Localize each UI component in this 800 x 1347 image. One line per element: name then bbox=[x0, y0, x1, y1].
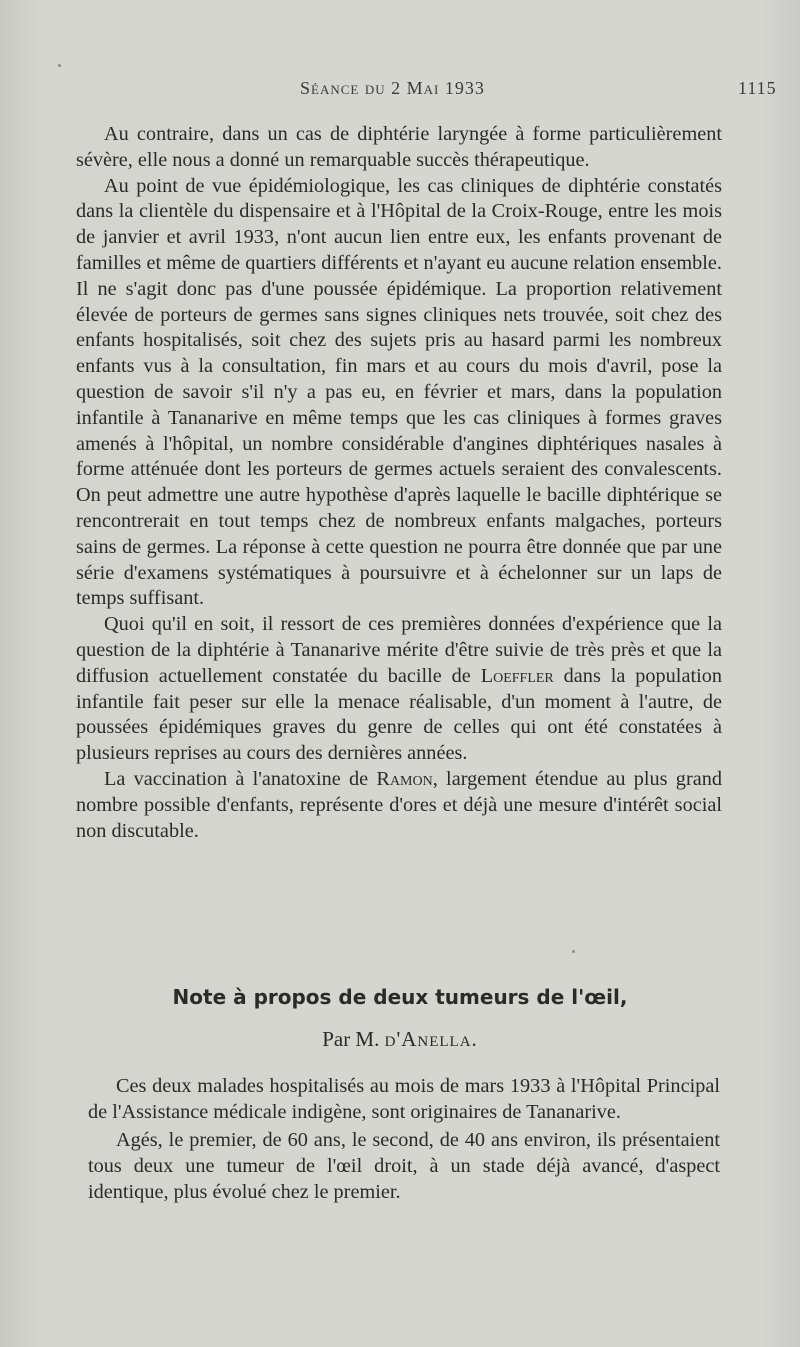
running-title: Séance du 2 Mai 1933 bbox=[300, 78, 485, 98]
body-paragraph-4 bbox=[76, 767, 722, 844]
note-body bbox=[88, 1073, 720, 1205]
body-paragraph-2: Au point de vue épidémiologique, les cas cliniques de diphtérie constatés dans la clientèle du dispensaire et à l'Hôpital de la Croix-Rouge, entre les mois de janvier et avril 1933, n'ont aucun lien entre eux, les enfants provenant de familles et même de quartiers différents et n'ayant eu aucune relation ensemble. Il ne s'agit donc pas d'une poussée épidémique. La proportion relativement élevée de porteurs de germes sans signes cliniques nets trouvée, soit chez des enfants hospitalisés, soit chez des sujets pris au hasard parmi les nombreux enfants vus à la consultation, fin mars et au cours du mois d'avril, pose la question de savoir s'il n'y a pas eu, en février et mars, dans la population infantile à Tananarive en même temps que les cas cliniques à formes graves amenés à l'hôpital, un nombre considérable d'angines diphtériques nasales à forme atténuée dont les porteurs de germes actuels seraient des convalescents. On peut admettre une autre hypothèse d'après laquelle le bacille diphtérique se rencontrerait en tout temps chez de nombreux enfants malgaches, porteurs sains de germes. La réponse à cette question ne pourra être donnée que par une série d'examens systématiques à poursuivre et à échelonner sur un laps de temps suffisant. bbox=[76, 174, 722, 610]
note-author bbox=[0, 1027, 800, 1052]
paragraph-text: dans la population infantile fait peser sur elle la menace réalisable, d'un moment à l'autre, de poussées épidémiques graves du genre de celles qui ont été constatées à plusieurs reprises au cours des dernières années. bbox=[76, 664, 722, 765]
paragraph-text: La vaccination à l'anatoxine de bbox=[104, 767, 377, 790]
paragraph-text: , largement étendue au plus grand nombre possible d'enfants, représente d'ores et déjà une mesure d'intérêt social non discutable. bbox=[76, 767, 722, 842]
author-name-ramon: Ramon bbox=[376, 767, 433, 790]
author-name: d'Anella. bbox=[384, 1027, 478, 1051]
scan-speck bbox=[572, 950, 575, 953]
paragraph-text: Quoi qu'il en soit, il ressort de ces premières données d'expérience que la question de la diphtérie à Tananarive mérite d'être suivie de très près et que la diffusion actuellement constatée du bacille de bbox=[76, 613, 722, 687]
author-name-loeffler: Loeffler bbox=[480, 664, 554, 687]
note-paragraph-1: Ces deux malades hospitalisés au mois de mars 1933 à l'Hôpital Principal de l'Assistance médicale indigène, sont originaires de Tananarive. bbox=[88, 1075, 720, 1123]
page-number: 1115 bbox=[738, 78, 777, 98]
author-prefix: Par M. bbox=[322, 1027, 385, 1051]
running-header bbox=[0, 78, 800, 108]
note-paragraph-2: Agés, le premier, de 60 ans, le second, de 40 ans environ, ils présentaient tous deux une tumeur de l'œil droit, à un stade déjà avancé, d'aspect identique, plus évolué chez le premier. bbox=[88, 1129, 720, 1203]
body-paragraph-3 bbox=[76, 612, 722, 767]
body-paragraph-1: Au contraire, dans un cas de diphtérie laryngée à forme particulièrement sévère, elle nous a donné un remarquable succès thérapeutique. bbox=[76, 123, 722, 171]
scan-speck bbox=[58, 64, 61, 67]
note-title: Note à propos de deux tumeurs de l'œil, bbox=[172, 985, 628, 1009]
article-body bbox=[76, 122, 722, 844]
